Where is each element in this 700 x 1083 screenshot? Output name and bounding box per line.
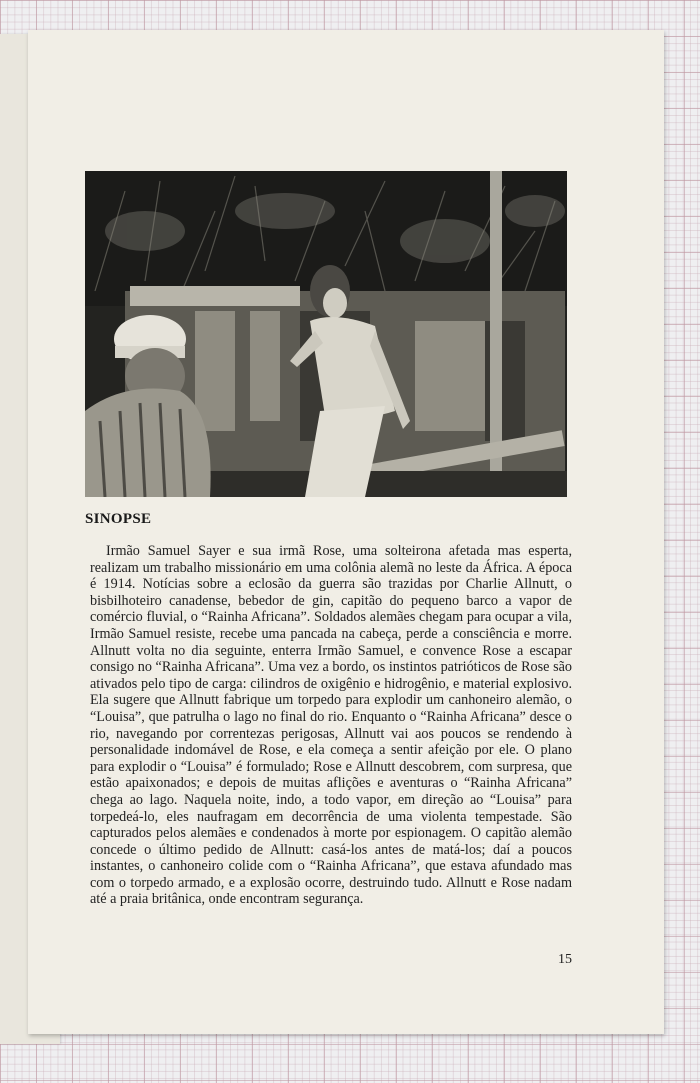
booklet-page (28, 30, 664, 1034)
page-number: 15 (558, 952, 572, 967)
section-heading: SINOPSE (85, 511, 152, 527)
synopsis-paragraph: Irmão Samuel Sayer e sua irmã Rose, uma solteirona afetada mas esperta, realizam um trabalho missionário em uma colônia alemã no leste da África. A época é 1914. Notícias sobre a eclosão da guerra são trazidas por Charlie Allnutt, o bisbilhoteiro canadense, bebedor de gin, capitão do pequeno barco a vapor de comércio fluvial, o “Rainha Africana”. Soldados alemães chegam para ocupar a vila, Irmão Samuel resiste, recebe uma pancada na cabeça, perde a consciência e morre. Allnutt volta no dia seguinte, enterra Irmão Samuel, e convence Rose a escapar consigo no “Rainha Africana”. Uma vez a bordo, os instintos patrióticos de Rose são ativados pelo tipo de carga: cilindros de oxigênio e hidrogênio, e material explosivo. Ela sugere que Allnutt fabrique um torpedo para explodir um canhoneiro alemão, o “Louisa”, que patrulha o lago no final do rio. Enquanto o “Rainha Africana” desce o rio, navegando por correntezas perigosas, Allnutt vai aos poucos se rendendo à personalidade indomável de Rose, e ela começa a sentir afeição por ele. O plano para explodir o “Louisa” é formulado; Rose e Allnutt descobrem, com surpresa, que estão apaixonados; e depois de muitas aflições e aventuras o “Rainha Africana” chega ao lago. Naquela noite, indo, a todo vapor, em direção ao “Louisa” para torpedeá-lo, eles naufragam em decorrência de uma violenta tempestade. São capturados pelos alemães e condenados à morte por espionagem. O capitão alemão concede o último pedido de Allnutt: casá-los antes de matá-los; daí a poucos instantes, o canhoneiro colide com o “Rainha Africana”, que estava afundado mas com o torpedo armado, e a explosão ocorre, destruindo tudo. Allnutt e Rose nadam até a praia britânica, onde encontram segurança. (90, 543, 572, 908)
film-still-photo (85, 171, 567, 497)
